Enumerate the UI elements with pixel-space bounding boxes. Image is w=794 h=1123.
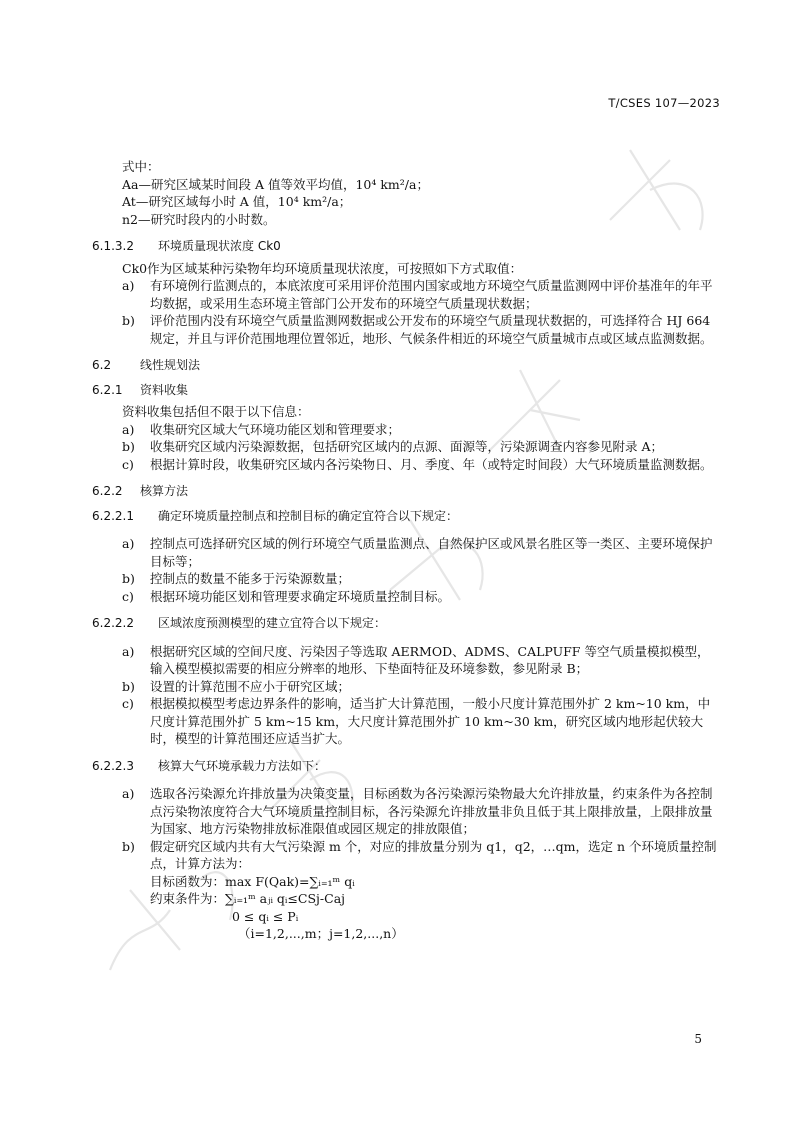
list-item: b) 设置的计算范围不应小于研究区域； <box>122 678 351 694</box>
heading-number: 6.2.2.3 <box>92 758 134 773</box>
variable-at: At—研究区域每小时 A 值，10⁴ km²/a； <box>122 194 352 209</box>
heading-title: 核算方法 <box>140 484 189 498</box>
heading-title: 区域浓度预测模型的建立宜符合以下规定： <box>158 616 387 630</box>
heading-6-2-2-3 <box>92 758 720 776</box>
heading-number: 6.2.2 <box>92 484 123 498</box>
list-item: b) 假定研究区域内共有大气污染源 m 个，对应的排放量分别为 q1，q2，…qm，选定 n 个环境质量控制点，计算方法为： <box>122 838 717 871</box>
list-item: a) 控制点可选择研究区域的例行环境空气质量监测点、自然保护区或风景名胜区等一类区、主要环境保护目标等； <box>122 536 713 569</box>
list-item: b) 评价范围内没有环境空气质量监测网数据或公开发布的环境空气质量现状数据的，可选择符合 HJ 664 规定，并且与评价范围地理位置邻近，地形、气候条件相近的环境空气质量城市点或区域点监测数据。 <box>122 313 713 346</box>
heading-number: 6.2.1 <box>92 382 123 397</box>
list-item: c) 根据计算时段，收集研究区域内各污染物日、月、季度、年（或特定时间段）大气环境质量监测数据。 <box>122 456 713 472</box>
heading-6-2-2-1 <box>92 508 720 526</box>
variable-n2: n2—研究时段内的小时数。 <box>122 211 276 227</box>
variable-aa: Aa—研究区域某时间段 A 值等效平均值，10⁴ km²/a； <box>122 176 429 192</box>
heading-number: 6.2 <box>92 358 112 372</box>
heading-title: 线性规划法 <box>140 358 201 372</box>
heading-6-2-2-2 <box>92 615 720 633</box>
list-item: a) 有环境例行监测点的，本底浓度可采用评价范围内国家或地方环境空气质量监测网中评价基准年的年平均数据，或采用生态环境主管部门公开发布的环境空气质量现状数据； <box>122 278 713 311</box>
standard-code: T/CSES 107—2023 <box>608 96 720 110</box>
heading-6-1-3-2 <box>92 238 720 256</box>
heading-6-2 <box>92 357 720 375</box>
page-number: 5 <box>694 1032 702 1046</box>
list-item: a) 根据研究区域的空间尺度、污染因子等选取 AERMOD、ADMS、CALPUFF 等空气质量模拟模型，输入模型模拟需要的相应分辨率的地形、下垫面特征及环境参数，参见附录 B； <box>122 643 710 676</box>
heading-6-2-1 <box>92 382 720 400</box>
formula-bound: 0 ≤ qᵢ ≤ Pᵢ <box>232 908 299 924</box>
list-item: a) 收集研究区域大气环境功能区划和管理要求； <box>122 421 401 437</box>
list-item: b) 控制点的数量不能多于污染源数量； <box>122 571 351 586</box>
paragraph-data-collection: 资料收集包括但不限于以下信息： <box>122 404 310 419</box>
formula-objective: 目标函数为：max F(Qak)=∑ᵢ₌₁ᵐ qᵢ <box>150 873 355 889</box>
heading-number: 6.1.3.2 <box>92 239 134 253</box>
formula-intro: 式中： <box>122 159 160 174</box>
list-item: c) 根据环境功能区划和管理要求确定环境质量控制目标。 <box>122 588 451 604</box>
heading-title: 核算大气环境承载力方法如下： <box>158 758 327 773</box>
heading-6-2-2 <box>92 483 720 501</box>
list-item: c) 根据模拟模型考虑边界条件的影响，适当扩大计算范围，一般小尺度计算范围外扩 2 km~10 km，中尺度计算范围外扩 5 km~15 km，大尺度计算范围外扩 10 km~30 km，研究区域内地形起伏较大时，模型的计算范围还应适当扩大。 <box>122 696 711 746</box>
document-body <box>92 158 720 943</box>
heading-title: 资料收集 <box>140 382 189 397</box>
list-item: a) 选取各污染源允许排放量为决策变量，目标函数为各污染源污染物最大允许排放量，约束条件为各控制点污染物浓度符合大气环境质量控制目标，各污染源允许排放量非负且低于其上限排放量，上限排放量为国家、地方污染物排放标准限值或园区规定的排放限值； <box>122 786 713 836</box>
formula-range: （i=1,2,...,m；j=1,2,...,n） <box>238 926 404 941</box>
heading-title: 确定环境质量控制点和控制目标的确定宜符合以下规定： <box>158 508 459 523</box>
heading-title: 环境质量现状浓度 Ck0 <box>158 239 281 253</box>
list-item: b) 收集研究区域内污染源数据，包括研究区域内的点源、面源等，污染源调查内容参见附录 A； <box>122 439 664 454</box>
paragraph-ck0: Ck0作为区域某种污染物年均环境质量现状浓度，可按照如下方式取值： <box>122 260 523 276</box>
formula-constraint: 约束条件为：∑ᵢ₌₁ᵐ aⱼᵢ qᵢ≤CSj-Caj <box>150 891 346 906</box>
heading-number: 6.2.2.1 <box>92 508 134 523</box>
heading-number: 6.2.2.2 <box>92 616 134 630</box>
